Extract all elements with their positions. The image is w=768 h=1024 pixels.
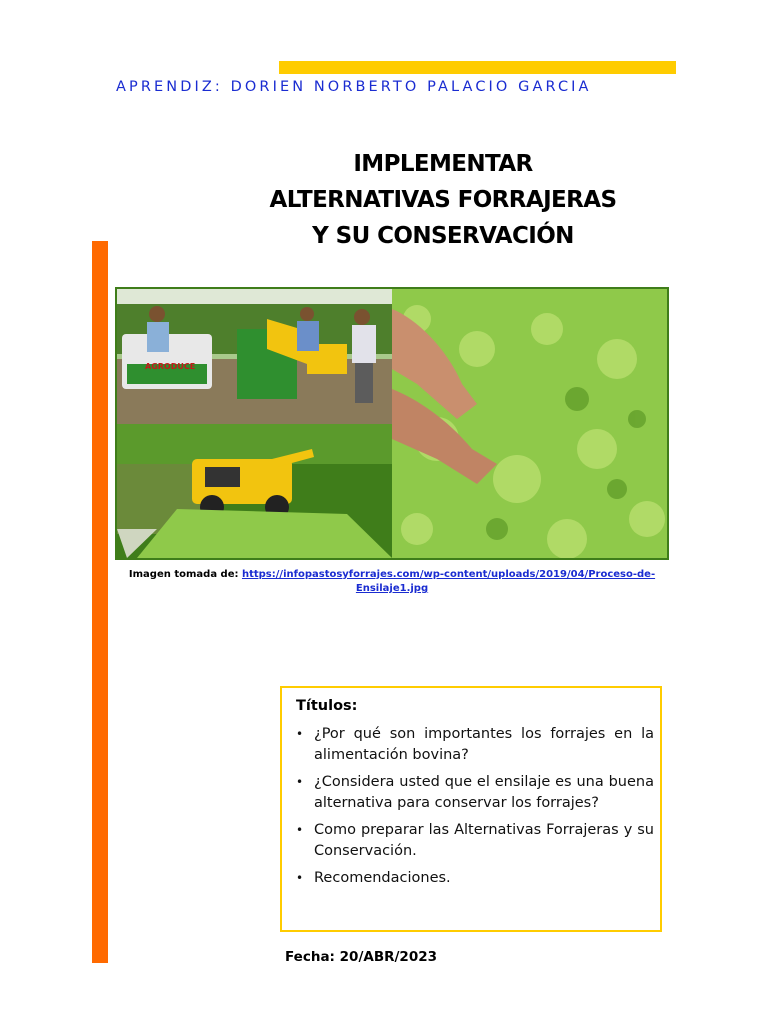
- list-item: • ¿Considera usted que el ensilaje es una buena alternativa para conservar los forrajes?: [296, 772, 654, 814]
- title-line: IMPLEMENTAR: [353, 151, 533, 177]
- document-date: Fecha: 20/ABR/2023: [285, 949, 438, 965]
- title-line: Y SU CONSERVACIÓN: [312, 223, 574, 249]
- document-title: [200, 146, 686, 254]
- photo-panel-chopper: [117, 289, 392, 424]
- list-item: • Como preparar las Alternativas Forrajeras y su Conservación.: [296, 820, 654, 862]
- list-item: • Recomendaciones.: [296, 868, 654, 889]
- titles-heading: Títulos:: [296, 698, 358, 714]
- silage-process-photo: [115, 287, 669, 560]
- photo-panel-harvester: [117, 424, 392, 558]
- list-item: • ¿Por qué son importantes los forrajes en la alimentación bovina?: [296, 724, 654, 766]
- photo-panel-forage-hands: [392, 289, 667, 558]
- author-name: APRENDIZ: DORIEN NORBERTO PALACIO GARCIA: [116, 79, 592, 95]
- photo-brand-text: AGRODUCE: [145, 362, 196, 371]
- caption-source-link[interactable]: https://infopastosyforrajes.com/wp-content/uploads/2019/04/Proceso-de-Ensilaje1.jpg: [241, 569, 656, 594]
- top-accent-bar: [279, 61, 676, 74]
- titles-list: [296, 724, 654, 889]
- side-accent-bar: [92, 241, 108, 963]
- caption-prefix: Imagen tomada de:: [128, 569, 239, 580]
- image-caption: [118, 568, 666, 596]
- titles-box: [280, 686, 662, 932]
- title-line: ALTERNATIVAS FORRAJERAS: [269, 187, 617, 213]
